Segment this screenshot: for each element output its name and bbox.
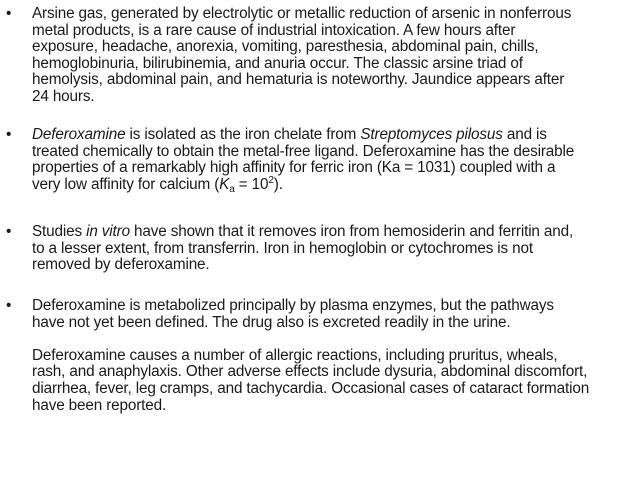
text-span: have shown that it removes iron from hemosiderin and ferritin and, bbox=[129, 223, 574, 240]
bullet-arsine bbox=[6, 6, 632, 106]
text-span: and is bbox=[502, 126, 547, 143]
bullet-text bbox=[32, 298, 632, 414]
text-line: have not yet been defined. The drug also is excreted readily in the urine. bbox=[32, 313, 511, 331]
text-line bbox=[32, 224, 632, 241]
drug-name: Deferoxamine bbox=[32, 126, 126, 143]
bullet-icon: • bbox=[6, 223, 12, 240]
text-line: metal products, is a rare cause of industrial intoxication. A few hours after bbox=[32, 21, 516, 39]
text-line: hemolysis, abdominal pain, and hematuria is noteworthy. Jaundice appears after bbox=[32, 71, 565, 89]
text-line: to a lesser extent, from transferrin. Iron in hemoglobin or cytochromes is not bbox=[32, 239, 533, 257]
text-line: exposure, headache, anorexia, vomiting, paresthesia, abdominal pain, chills, bbox=[32, 38, 539, 56]
bullet-text bbox=[32, 6, 632, 106]
italic-term: in vitro bbox=[86, 223, 130, 240]
text-line bbox=[32, 127, 632, 144]
text-line: Deferoxamine is metabolized principally by plasma enzymes, but the pathways bbox=[32, 297, 554, 314]
paragraph-gap bbox=[32, 331, 632, 348]
constant-symbol: K bbox=[219, 175, 230, 193]
bullet-metabolism bbox=[6, 298, 632, 414]
text-line: have been reported. bbox=[32, 396, 167, 414]
organism-name: Streptomyces pilosus bbox=[360, 126, 503, 143]
text-span: Studies bbox=[32, 223, 87, 240]
bullet-text bbox=[32, 127, 632, 193]
text-line: Arsine gas, generated by electrolytic or metallic reduction of arsenic in nonferrous bbox=[32, 5, 572, 22]
text-span: very low affinity for calcium ( bbox=[32, 175, 220, 193]
text-line: treated chemically to obtain the metal-free ligand. Deferoxamine has the desirable bbox=[32, 142, 575, 160]
text-span: is isolated as the iron chelate from bbox=[125, 126, 361, 143]
bullet-deferoxamine-source bbox=[6, 127, 632, 193]
bullet-text bbox=[32, 224, 632, 274]
text-line: diarrhea, fever, leg cramps, and tachycardia. Occasional cases of cataract formation bbox=[32, 379, 590, 397]
text-span: = 10 bbox=[234, 175, 269, 193]
text-line: 24 hours. bbox=[32, 87, 95, 105]
bullet-in-vitro bbox=[6, 224, 632, 274]
text-line bbox=[32, 174, 632, 195]
bullet-icon: • bbox=[6, 126, 12, 143]
text-line: hemoglobinuria, bilirubinemia, and anuria occur. The classic arsine triad of bbox=[32, 54, 523, 72]
constant-subscript: a bbox=[229, 183, 235, 195]
bullet-icon: • bbox=[6, 5, 12, 22]
text-line: Deferoxamine causes a number of allergic reactions, including pruritus, wheals, bbox=[32, 346, 558, 364]
bullet-icon: • bbox=[6, 297, 12, 314]
text-line: properties of a remarkably high affinity for ferric iron (Ka = 1031) coupled with a bbox=[32, 159, 556, 177]
exponent: 2 bbox=[268, 174, 274, 186]
text-line: removed by deferoxamine. bbox=[32, 256, 210, 274]
text-span: ). bbox=[273, 175, 283, 193]
text-line: rash, and anaphylaxis. Other adverse effects include dysuria, abdominal discomfort, bbox=[32, 363, 588, 381]
